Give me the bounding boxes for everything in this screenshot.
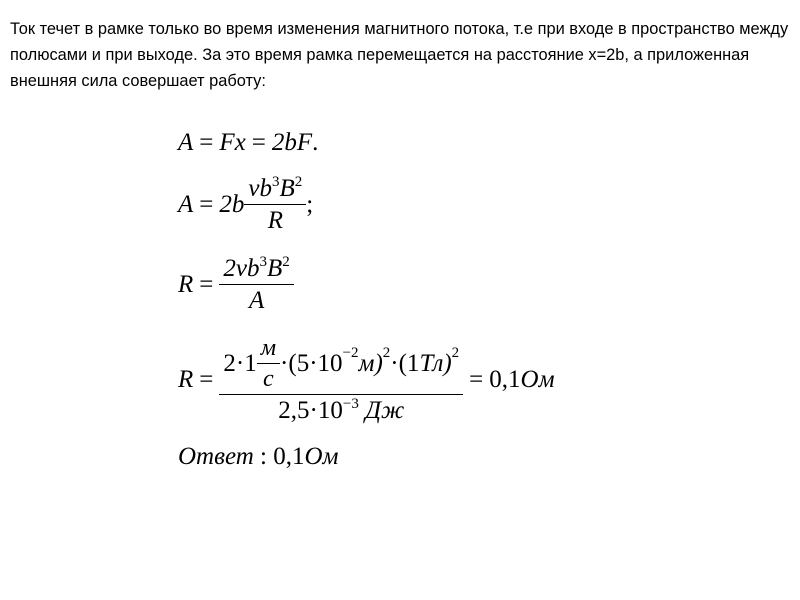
answer-value: 0,1 <box>273 443 305 470</box>
formula-term: Fx <box>219 129 246 156</box>
formula-symbol: A <box>178 191 194 218</box>
fraction-numerator: $\nu b^3B^2$ <box>248 174 303 202</box>
formula-numeric-calculation <box>178 336 555 423</box>
result-value: 0,1 <box>489 366 521 393</box>
fraction-denominator: R <box>267 207 283 234</box>
unit-fraction <box>257 336 280 391</box>
unit-denominator: с <box>263 366 274 392</box>
answer-unit: Ом <box>304 443 339 470</box>
fraction-numerator: 2·1 $\frac{м}{с}$ ·(5·10 $^{-2}$ м) $^2$ ·(1 Тл) $^2$ <box>223 335 460 392</box>
formula-work-definition <box>178 130 318 155</box>
formula-symbol: R <box>178 271 194 298</box>
fraction-denominator: A <box>248 287 265 314</box>
fraction <box>219 256 293 313</box>
fraction <box>219 336 463 423</box>
formula-punctuation: . <box>312 129 319 156</box>
formula-symbol: A <box>178 129 194 156</box>
equals-sign: = <box>251 129 266 156</box>
equals-sign: = <box>199 191 214 218</box>
equals-sign: = <box>199 366 214 393</box>
fraction-denominator: $2,5\cdot 10^{-3}$ Дж <box>278 396 405 424</box>
fraction-numerator: $2\nu b^3B^2$ <box>223 254 290 282</box>
fraction <box>244 176 306 233</box>
equals-sign: = <box>469 366 484 393</box>
formula-work-expression <box>178 176 313 233</box>
answer-colon: : <box>253 443 274 470</box>
equals-sign: = <box>199 129 214 156</box>
formula-punctuation: ; <box>306 191 314 218</box>
equals-sign: = <box>199 271 214 298</box>
answer-label: Ответ <box>178 443 254 470</box>
unit-numerator: м <box>260 335 277 361</box>
formula-resistance-expression <box>178 256 294 313</box>
answer-line <box>178 444 339 469</box>
intro-paragraph: Ток течет в рамке только во время изменения магнитного потока, т.е при входе в пространство между полюсами и при выходе. За это время рамка перемещается на расстояние x=2b, а приложенная внешняя сила совершает работу: <box>10 20 789 90</box>
formula-term: 2bF <box>271 129 313 156</box>
formula-term: 2b <box>219 191 245 218</box>
formula-symbol: R <box>178 366 194 393</box>
result-unit: Ом <box>520 366 555 393</box>
